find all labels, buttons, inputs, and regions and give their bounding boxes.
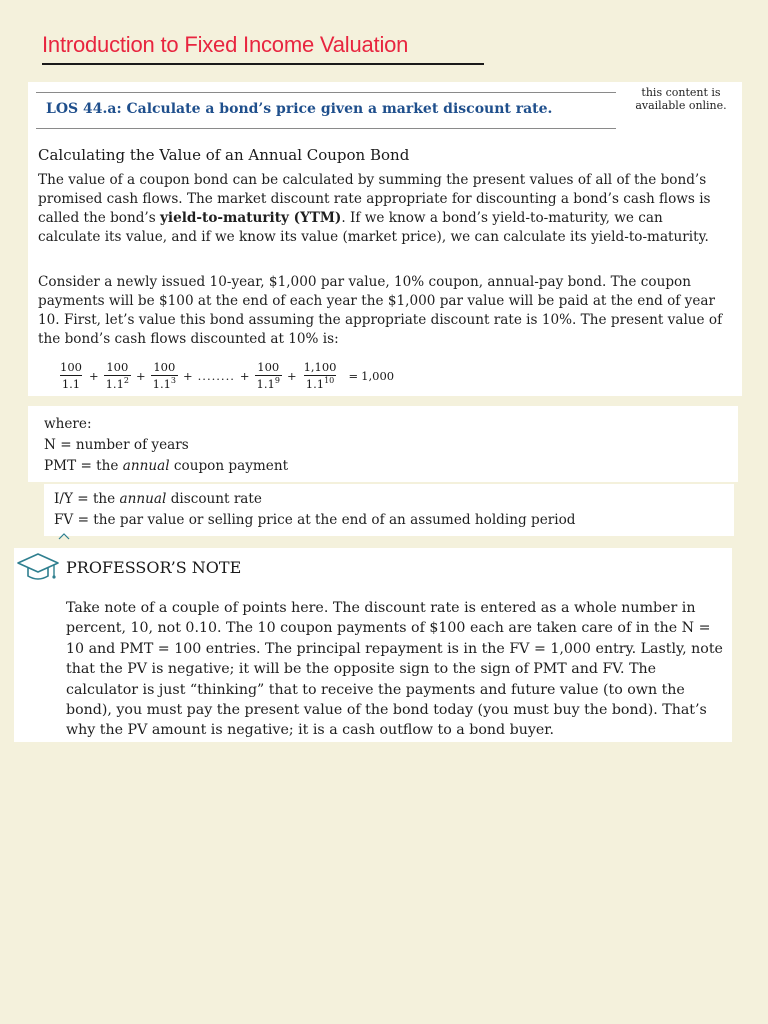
exponent: 9 <box>274 376 280 386</box>
exponent: 10 <box>324 376 335 386</box>
paragraph-text: The value of a coupon bond can be calculated by summing the present values of all of the bond’s promised cash flows. The market discount rate appropriate for discounting a bond’s cash flows is called the bond’s <box>38 172 711 226</box>
where-label: where: <box>44 416 92 432</box>
denominator-base: 1.1 <box>256 377 275 391</box>
numerator: 100 <box>60 360 82 374</box>
exponent: 2 <box>123 376 129 386</box>
los-heading: LOS 44.a: Calculate a bond’s price given a market discount rate. <box>46 101 553 117</box>
paragraph-text: . If we know a bond’s yield-to-maturity, we can calculate its value, and if we know its value (market price), we can calculate its yield-to-maturity. <box>38 210 709 245</box>
section-heading: Calculating the Value of an Annual Coupon Bond <box>38 146 410 164</box>
professor-note-body: Take note of a couple of points here. The discount rate is entered as a whole number in percent, 10, not 0.10. The 10 coupon payments of $100 each are taken care of in the N = 10 and PMT = 100 entries. The principal repayment is in the FV = 1,000 entry. Lastly, note that the PV is negative; it will be the opposite sign to the sign of PMT and FV. The calculator is just “thinking” that to receive the payments and future value (to own the bond), you must pay the present value of the bond today (you must buy the bond). That’s why the PV amount is negative; it is a cash outflow to a bond buyer. <box>66 600 723 739</box>
ellipsis: ........ <box>197 369 235 383</box>
numerator: 100 <box>153 360 176 374</box>
definition-text: I/Y = the <box>54 491 120 507</box>
plus-sign: + <box>88 369 99 383</box>
denominator <box>255 375 282 392</box>
online-content-note <box>620 86 742 112</box>
professor-note-heading: PROFESSOR’S NOTE <box>66 558 242 577</box>
online-note-line-2: available online. <box>635 99 727 112</box>
formula-term-10 <box>302 360 339 392</box>
denominator <box>151 375 178 392</box>
formula-term-1 <box>58 360 84 392</box>
los-bottom-rule <box>36 128 616 129</box>
definition-pmt <box>44 456 288 477</box>
definition-iy <box>54 489 576 510</box>
denominator-base: 1.1 <box>152 377 171 391</box>
definition-text: PMT = the <box>44 458 123 474</box>
plus-sign: + <box>286 369 297 383</box>
denominator-base: 1.1 <box>105 377 124 391</box>
plus-sign: + <box>135 369 146 383</box>
where-definitions <box>44 414 288 477</box>
paragraph-coupon-bond-value <box>38 171 728 247</box>
caret-icon <box>58 532 70 540</box>
definition-emphasis: annual <box>122 458 170 474</box>
formula-term-2 <box>104 360 131 392</box>
denominator-base: 1.1 <box>61 377 81 391</box>
denominator <box>104 375 131 392</box>
definition-emphasis: annual <box>119 491 167 507</box>
exponent: 3 <box>170 376 177 386</box>
online-note-line-1: this content is <box>641 86 721 99</box>
los-top-rule <box>36 92 616 93</box>
definition-n: N = number of years <box>44 437 189 453</box>
page-title: Introduction to Fixed Income Valuation <box>42 32 409 57</box>
ytm-term: yield-to-maturity (YTM) <box>160 210 342 226</box>
numerator: 100 <box>106 360 129 374</box>
definition-text: discount rate <box>166 491 262 507</box>
denominator <box>60 375 82 392</box>
denominator-base: 1.1 <box>305 377 325 391</box>
formula-result: 1,000 <box>361 369 395 383</box>
numerator: 1,100 <box>303 360 337 374</box>
equals-sign: = <box>348 369 359 383</box>
pv-formula <box>56 356 394 396</box>
where-definitions-continued <box>54 489 576 531</box>
numerator: 100 <box>257 360 280 374</box>
graduation-cap-icon <box>16 550 60 584</box>
paragraph-example: Consider a newly issued 10-year, $1,000 par value, 10% coupon, annual-pay bond. The coupon payments will be $100 at the end of each year the $1,000 par value will be paid at the end of year 10. First, let’s value this bond assuming the appropriate discount rate is 10%. The present value of the bond’s cash flows discounted at 10% is: <box>38 274 723 347</box>
formula-term-9 <box>255 360 282 392</box>
plus-sign: + <box>239 369 250 383</box>
title-underline <box>42 63 484 65</box>
definition-fv: FV = the par value or selling price at the end of an assumed holding period <box>54 512 576 528</box>
denominator <box>304 375 336 392</box>
plus-sign: + <box>183 369 193 383</box>
formula-term-3 <box>151 360 178 392</box>
definition-text: coupon payment <box>169 458 289 474</box>
